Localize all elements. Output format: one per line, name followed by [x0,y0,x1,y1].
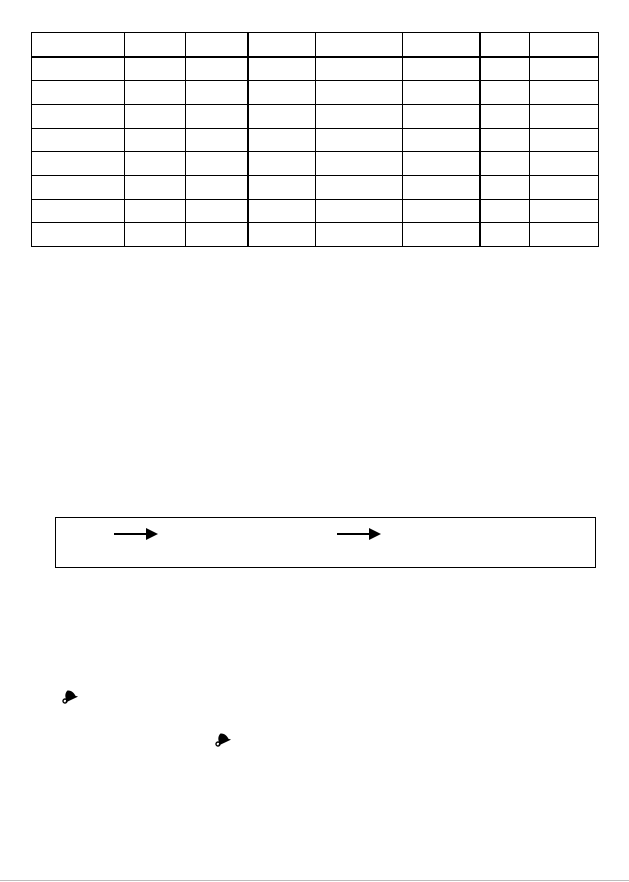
table-cell [403,223,480,247]
table-cell [403,128,480,152]
table-cell [125,57,186,81]
table-cell [316,223,403,247]
table-cell [125,199,186,223]
table-cell [316,81,403,105]
table-cell [480,223,530,247]
table-cell [403,199,480,223]
table-cell [125,175,186,199]
table-cell [125,33,186,57]
table-cell [248,105,316,129]
page-bottom-rule [0,880,629,881]
table-cell [125,128,186,152]
table-cell [32,57,125,81]
table-cell [186,128,248,152]
table-cell [403,175,480,199]
table-cell [480,81,530,105]
table-cell [316,128,403,152]
sequence-box [55,517,596,568]
table-cell [248,152,316,176]
right-arrow-icon [114,527,158,541]
table-cell [32,105,125,129]
table-cell [125,105,186,129]
table-cell [530,223,599,247]
table-cell [32,128,125,152]
table-cell [125,223,186,247]
table-cell [248,81,316,105]
table-cell [186,105,248,129]
table-row [32,152,599,176]
table-cell [480,199,530,223]
table-cell [403,81,480,105]
table-cell [480,175,530,199]
table-cell [316,105,403,129]
table-cell [186,199,248,223]
table-cell [316,33,403,57]
table-row [32,33,599,57]
table-cell [480,128,530,152]
table-cell [316,175,403,199]
table-cell [530,199,599,223]
table-cell [186,33,248,57]
table-cell [186,175,248,199]
table-cell [186,223,248,247]
table-cell [248,175,316,199]
table-cell [403,57,480,81]
table-cell [530,57,599,81]
table-row [32,128,599,152]
table-cell [32,33,125,57]
table-cell [530,105,599,129]
right-arrow-icon [337,527,381,541]
table-cell [316,57,403,81]
table-cell [530,128,599,152]
table-cell [480,152,530,176]
table-cell [186,57,248,81]
table-cell [316,199,403,223]
table-row [32,105,599,129]
table-cell [186,152,248,176]
table-cell [32,199,125,223]
table-cell [403,105,480,129]
table-cell [480,33,530,57]
table-cell [125,152,186,176]
table-cell [248,199,316,223]
table-row [32,57,599,81]
data-table [31,32,599,247]
table-row [32,199,599,223]
table-cell [530,175,599,199]
table-cell [316,152,403,176]
table-cell [530,81,599,105]
table-cell [32,152,125,176]
bell-icon [61,688,79,704]
table-cell [480,57,530,81]
table-row [32,223,599,247]
table-cell [186,81,248,105]
table-cell [248,223,316,247]
table-cell [530,152,599,176]
table-cell [32,223,125,247]
table-cell [125,81,186,105]
table-cell [403,152,480,176]
table-row [32,81,599,105]
bell-icon [214,731,232,747]
table-cell [248,57,316,81]
table-row [32,175,599,199]
table-cell [248,128,316,152]
table-cell [248,33,316,57]
table-cell [530,33,599,57]
table-cell [403,33,480,57]
table-cell [32,81,125,105]
table-cell [32,175,125,199]
table-cell [480,105,530,129]
